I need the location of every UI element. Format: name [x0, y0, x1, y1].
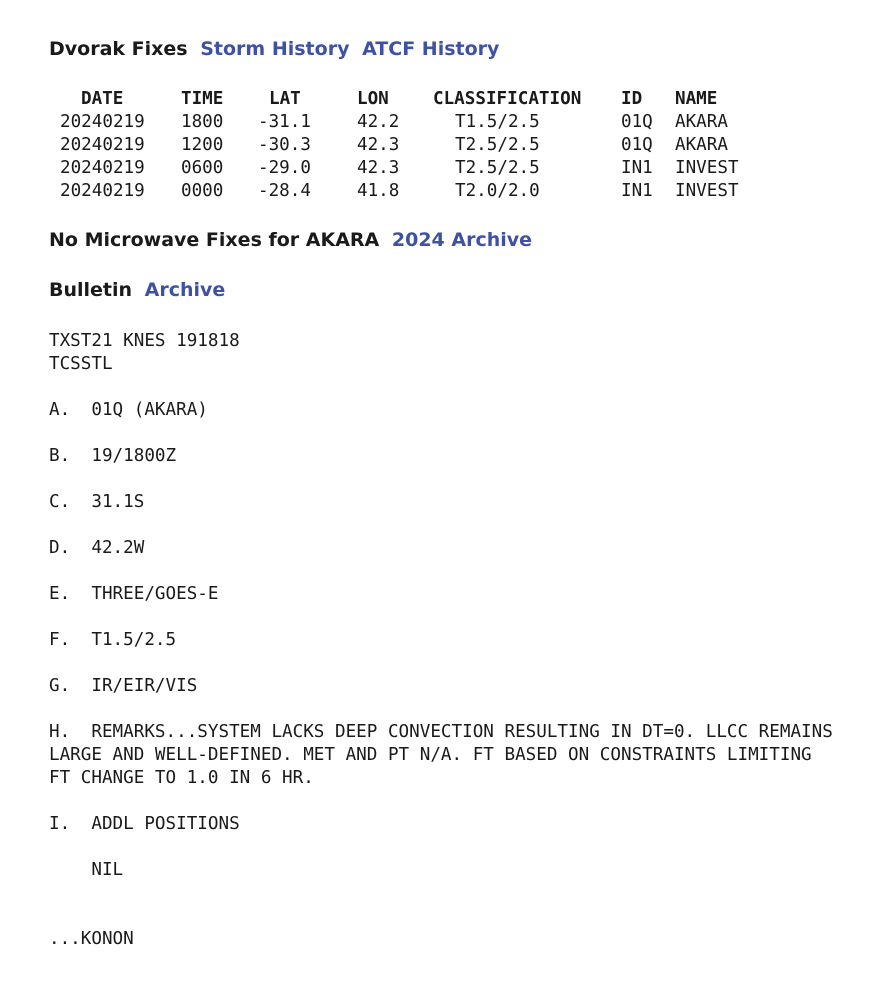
bulletin-header	[49, 279, 225, 301]
bulletin-line: C. 31.1S	[49, 492, 145, 512]
cell-classification: T2.5/2.5	[455, 135, 540, 155]
cell-name: AKARA	[675, 112, 728, 132]
cell-date: 20240219	[60, 135, 145, 155]
cell-name: INVEST	[675, 158, 739, 178]
cell-date: 20240219	[60, 158, 145, 178]
cell-lon: 41.8	[357, 181, 400, 201]
cell-id: 01Q	[621, 112, 653, 132]
col-id-header: ID	[621, 89, 643, 109]
microwave-text: No Microwave Fixes for AKARA	[49, 229, 380, 251]
bulletin-line: ...KONON	[49, 929, 134, 949]
cell-classification: T1.5/2.5	[455, 112, 540, 132]
bulletin-line: B. 19/1800Z	[49, 446, 177, 466]
archive-2024-link[interactable]: 2024 Archive	[391, 229, 533, 251]
bulletin-line: TCSSTL	[49, 354, 113, 374]
cell-name: AKARA	[675, 135, 728, 155]
cell-lat: -29.0	[258, 158, 311, 178]
cell-id: IN1	[621, 181, 653, 201]
cell-lat: -30.3	[258, 135, 311, 155]
cell-id: IN1	[621, 158, 653, 178]
cell-lon: 42.3	[357, 135, 400, 155]
col-lon-header: LON	[357, 89, 389, 109]
cell-time: 0000	[181, 181, 224, 201]
cell-lon: 42.2	[357, 112, 400, 132]
bulletin-line: H. REMARKS...SYSTEM LACKS DEEP CONVECTION RESULTING IN DT=0. LLCC REMAINS	[49, 722, 833, 742]
col-name-header: NAME	[675, 89, 718, 109]
bulletin-line: E. THREE/GOES-E	[49, 584, 219, 604]
bulletin-line: LARGE AND WELL-DEFINED. MET AND PT N/A. FT BASED ON CONSTRAINTS LIMITING	[49, 745, 812, 765]
dvorak-header	[49, 38, 499, 60]
cell-name: INVEST	[675, 181, 739, 201]
bulletin-line: D. 42.2W	[49, 538, 145, 558]
bulletin-line: FT CHANGE TO 1.0 IN 6 HR.	[49, 768, 314, 788]
cell-lat: -31.1	[258, 112, 311, 132]
cell-time: 1800	[181, 112, 224, 132]
bulletin-line: G. IR/EIR/VIS	[49, 676, 198, 696]
bulletin-line: I. ADDL POSITIONS	[49, 814, 240, 834]
page-title: Dvorak Fixes	[49, 38, 188, 60]
cell-date: 20240219	[60, 181, 145, 201]
col-time-header: TIME	[181, 89, 224, 109]
cell-classification: T2.0/2.0	[455, 181, 540, 201]
cell-time: 0600	[181, 158, 224, 178]
microwave-header	[49, 229, 532, 251]
cell-id: 01Q	[621, 135, 653, 155]
bulletin-title: Bulletin	[49, 279, 133, 301]
col-classification-header: CLASSIFICATION	[433, 89, 582, 109]
col-lat-header: LAT	[269, 89, 301, 109]
cell-lat: -28.4	[258, 181, 311, 201]
bulletin-archive-link[interactable]: Archive	[144, 279, 226, 301]
cell-date: 20240219	[60, 112, 145, 132]
cell-classification: T2.5/2.5	[455, 158, 540, 178]
bulletin-line: F. T1.5/2.5	[49, 630, 177, 650]
bulletin-line: A. 01Q (AKARA)	[49, 400, 208, 420]
storm-history-link[interactable]: Storm History	[200, 38, 350, 60]
col-date-header: DATE	[81, 89, 124, 109]
cell-time: 1200	[181, 135, 224, 155]
bulletin-line: TXST21 KNES 191818	[49, 331, 240, 351]
atcf-history-link[interactable]: ATCF History	[362, 38, 500, 60]
bulletin-line: NIL	[49, 860, 124, 880]
cell-lon: 42.3	[357, 158, 400, 178]
